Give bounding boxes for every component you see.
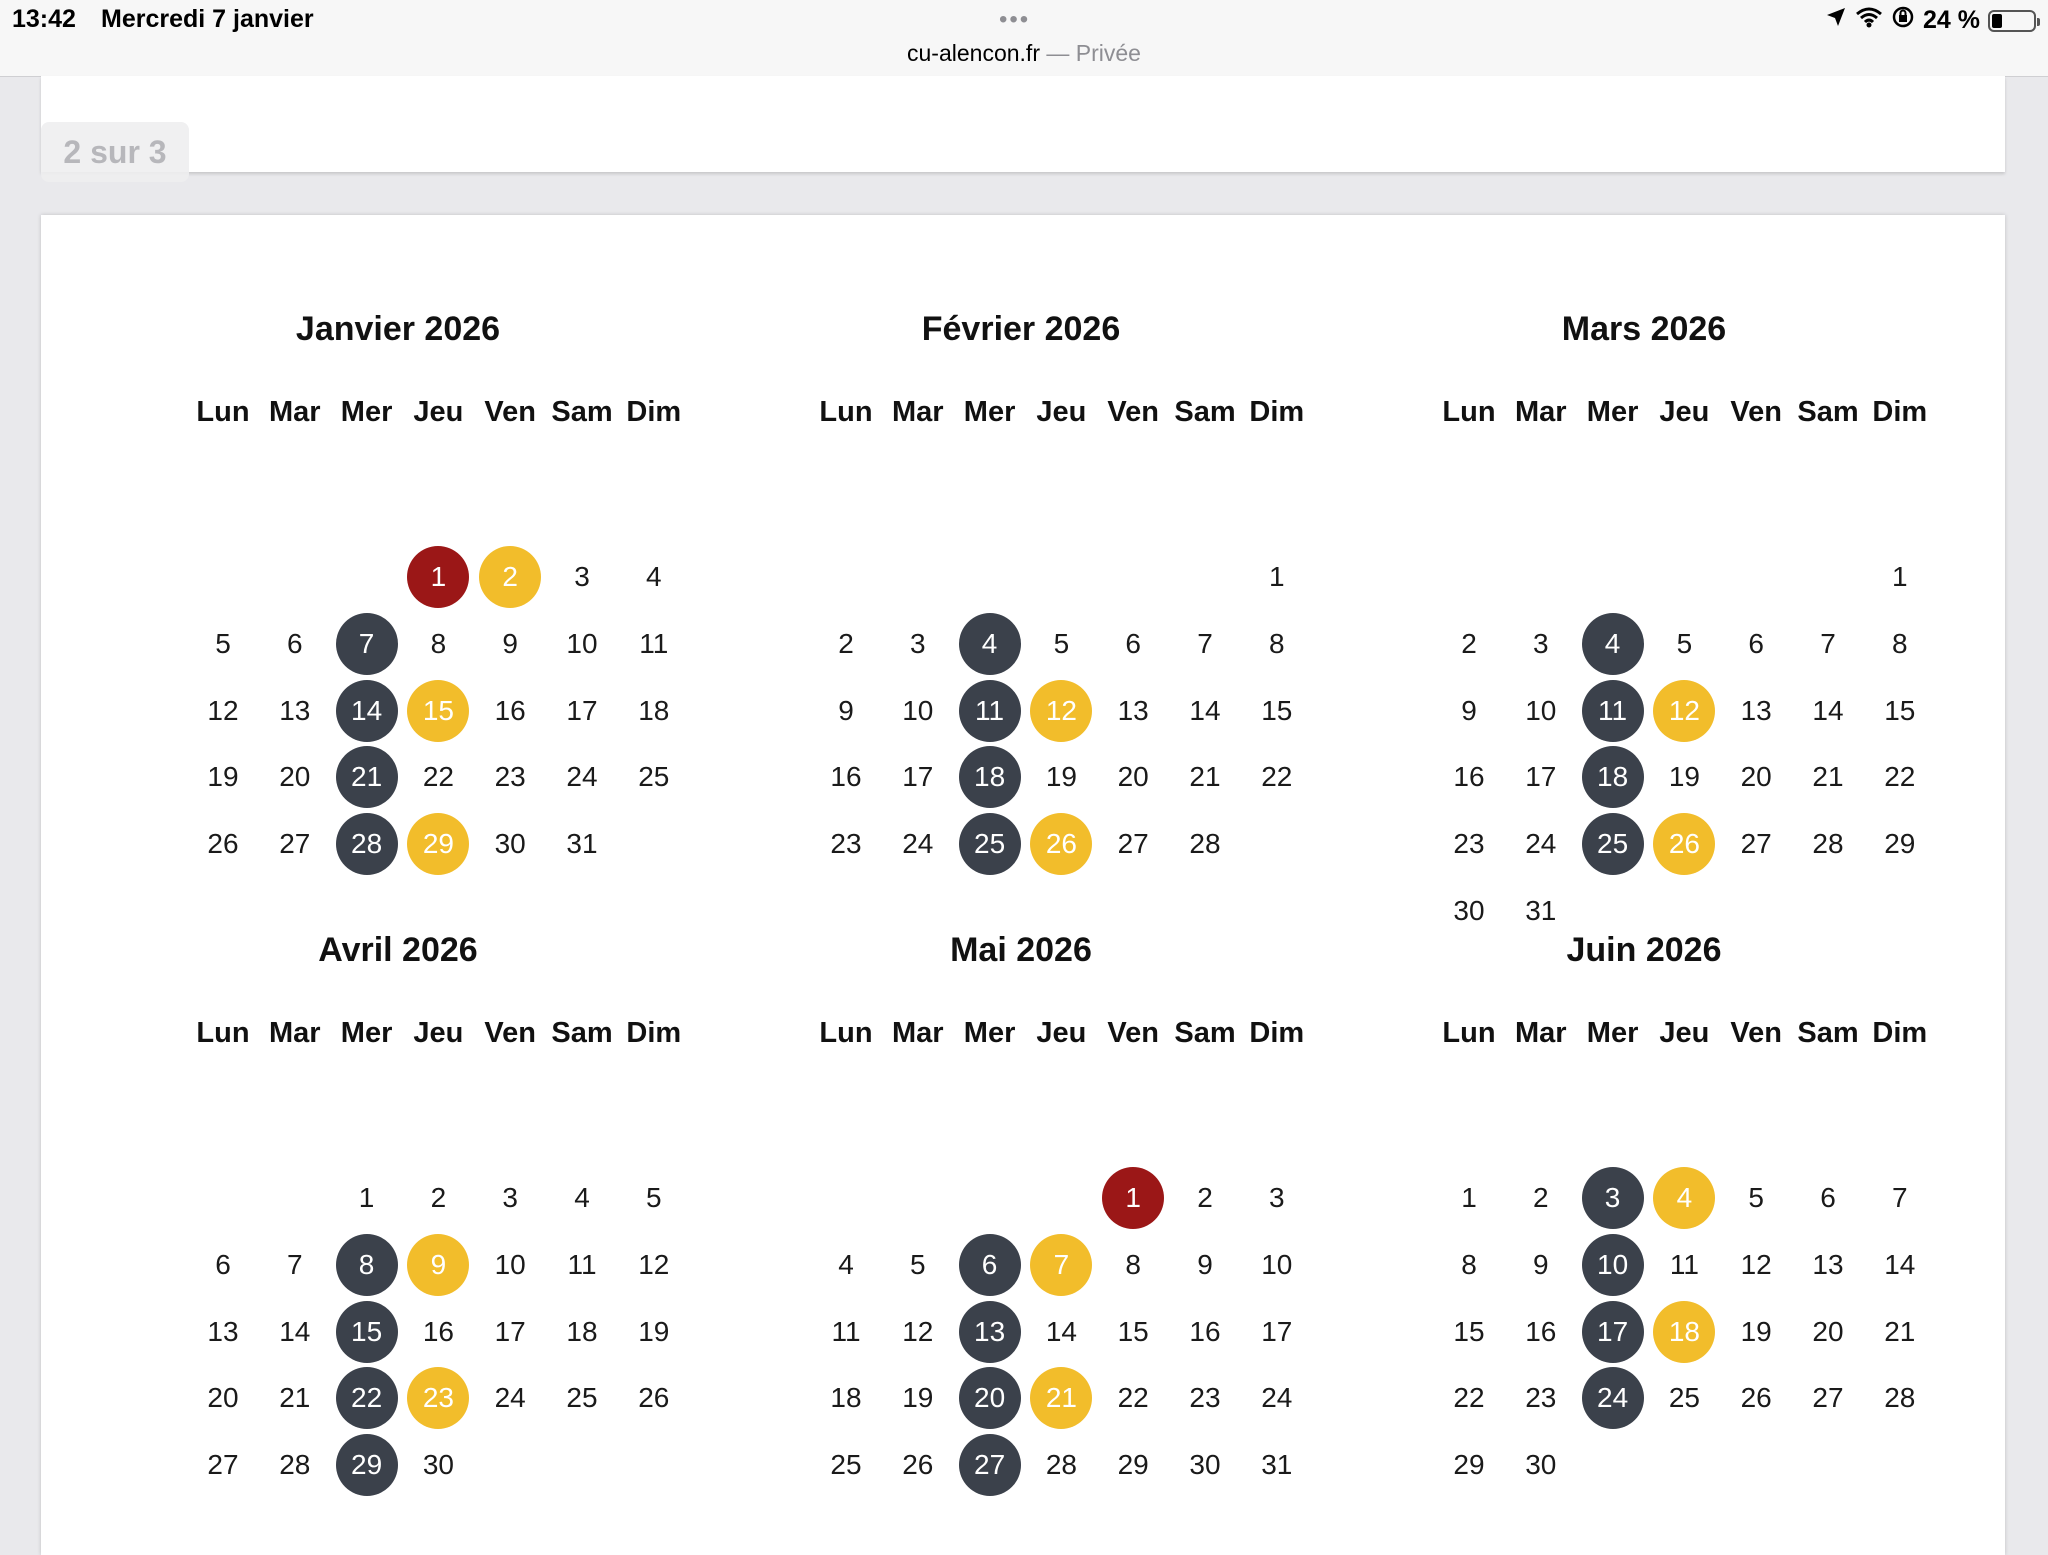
weekday-header: Sam xyxy=(1174,1017,1236,1049)
calendar-day: 9 xyxy=(1461,694,1477,726)
calendar-day: 10 xyxy=(494,1248,526,1280)
highlighted-day-yellow: 15 xyxy=(407,680,469,742)
calendar-day: 5 xyxy=(646,1182,662,1213)
status-time: 13:42 xyxy=(12,5,76,33)
weekday-header: Jeu xyxy=(1659,1017,1710,1049)
calendar-page xyxy=(41,215,2005,1555)
calendar-day: 20 xyxy=(1740,761,1772,793)
calendar-day: 12 xyxy=(902,1315,934,1347)
highlighted-day-dark: 28 xyxy=(336,813,398,875)
calendar-day: 24 xyxy=(1525,828,1557,860)
calendar-day: 8 xyxy=(1269,627,1285,659)
calendar-day: 17 xyxy=(902,761,934,793)
battery-tip xyxy=(2037,18,2040,26)
calendar-day: 6 xyxy=(1125,627,1141,659)
calendar-day: 2 xyxy=(430,1182,447,1213)
calendar-day: 1 xyxy=(1269,561,1285,592)
weekday-header: Jeu xyxy=(1036,1017,1087,1049)
calendar-day: 14 xyxy=(1189,694,1221,726)
calendar-day: 18 xyxy=(566,1315,598,1347)
weekday-header: Mar xyxy=(269,1017,321,1049)
calendar-day: 24 xyxy=(1261,1382,1293,1414)
calendar-day: 22 xyxy=(1117,1382,1149,1414)
calendar-day: 16 xyxy=(494,694,526,726)
calendar-day: 28 xyxy=(1884,1382,1916,1414)
calendar-day: 15 xyxy=(1117,1315,1149,1347)
orientation-lock-icon xyxy=(1891,5,1915,36)
weekday-header: Sam xyxy=(1797,396,1859,428)
weekday-header: Sam xyxy=(1797,1017,1859,1049)
browser-status-bar xyxy=(0,0,2048,77)
calendar-day: 20 xyxy=(1117,761,1149,793)
highlighted-day-dark: 29 xyxy=(336,1434,398,1496)
calendar-day: 3 xyxy=(910,627,926,659)
weekday-header: Mer xyxy=(1586,1017,1639,1049)
highlighted-day-yellow: 21 xyxy=(1030,1367,1092,1429)
calendar-day: 30 xyxy=(494,828,526,860)
highlighted-day-yellow: 26 xyxy=(1030,813,1092,875)
more-options-button[interactable]: ••• xyxy=(999,6,1031,33)
calendar-day: 25 xyxy=(1668,1382,1700,1414)
calendar-day: 31 xyxy=(1261,1449,1293,1481)
weekday-header: Ven xyxy=(1107,396,1159,428)
calendar-day: 26 xyxy=(638,1382,670,1414)
calendar-day: 23 xyxy=(1453,828,1485,860)
calendar-day: 13 xyxy=(279,694,311,726)
calendar-day: 24 xyxy=(902,828,934,860)
calendar-day: 12 xyxy=(638,1248,670,1280)
highlighted-day-yellow: 12 xyxy=(1653,680,1715,742)
calendar-day: 5 xyxy=(1676,627,1693,659)
highlighted-day-dark: 11 xyxy=(1582,680,1644,742)
highlighted-day-dark: 18 xyxy=(1582,746,1644,808)
calendar-day: 27 xyxy=(1812,1382,1844,1414)
calendar-day: 21 xyxy=(1189,761,1221,793)
battery-level-fill xyxy=(1992,14,2002,28)
calendar-day: 5 xyxy=(215,627,231,659)
calendar-day: 14 xyxy=(1812,694,1844,726)
calendar-day: 13 xyxy=(207,1315,239,1347)
highlighted-day-yellow: 7 xyxy=(1030,1234,1092,1296)
calendar-day: 19 xyxy=(638,1315,670,1347)
calendar-day: 31 xyxy=(1525,895,1557,926)
weekday-header: Mar xyxy=(892,1017,944,1049)
calendar-day: 29 xyxy=(1453,1449,1485,1481)
calendar-day: 30 xyxy=(1453,895,1485,926)
weekday-header: Mar xyxy=(1515,396,1567,428)
weekday-header: Jeu xyxy=(413,1017,464,1049)
calendar-day: 6 xyxy=(287,627,303,659)
calendar-day: 19 xyxy=(207,761,239,793)
weekday-header: Dim xyxy=(1249,1017,1305,1049)
calendar-day: 23 xyxy=(1525,1382,1557,1414)
calendar-day: 13 xyxy=(1812,1248,1844,1280)
month-calendar xyxy=(1394,931,1928,1481)
highlighted-day-dark: 10 xyxy=(1582,1234,1644,1296)
calendar-day: 16 xyxy=(830,761,862,793)
highlighted-day-red: 1 xyxy=(407,546,469,608)
address-bar[interactable] xyxy=(0,40,2048,67)
highlighted-day-yellow: 18 xyxy=(1653,1301,1715,1363)
calendar-day: 28 xyxy=(279,1449,311,1481)
calendar-day: 23 xyxy=(494,761,526,793)
calendar-day: 12 xyxy=(1740,1248,1772,1280)
calendar-day: 24 xyxy=(566,761,598,793)
status-indicators xyxy=(1825,5,2036,36)
calendar-day: 10 xyxy=(566,627,598,659)
highlighted-day-dark: 25 xyxy=(1582,813,1644,875)
calendar-day: 31 xyxy=(566,828,598,860)
weekday-header: Mar xyxy=(269,396,321,428)
highlighted-day-dark: 27 xyxy=(959,1434,1021,1496)
battery-percentage: 24 % xyxy=(1923,6,1980,34)
calendar-day: 16 xyxy=(1453,761,1485,793)
highlighted-day-dark: 25 xyxy=(959,813,1021,875)
weekday-header: Ven xyxy=(1730,1017,1782,1049)
highlighted-day-dark: 7 xyxy=(336,613,398,675)
calendar-day: 20 xyxy=(279,761,311,793)
weekday-header: Dim xyxy=(626,396,682,428)
highlighted-day-dark: 11 xyxy=(959,680,1021,742)
weekday-header: Jeu xyxy=(1036,396,1087,428)
calendar-day: 7 xyxy=(1820,627,1836,659)
calendar-day: 30 xyxy=(1525,1449,1557,1481)
calendar-day: 12 xyxy=(207,694,239,726)
calendar-day: 10 xyxy=(1261,1248,1293,1280)
calendar-day: 4 xyxy=(838,1248,854,1280)
calendar-day: 5 xyxy=(1748,1182,1764,1213)
calendar-day: 11 xyxy=(1669,1248,1699,1280)
highlighted-day-yellow: 26 xyxy=(1653,813,1715,875)
highlighted-day-yellow: 9 xyxy=(407,1234,469,1296)
calendar-day: 3 xyxy=(574,561,590,592)
month-calendar xyxy=(148,310,682,860)
weekday-header: Dim xyxy=(1872,1017,1928,1049)
calendar-day: 29 xyxy=(1884,828,1916,860)
calendar-day: 14 xyxy=(1884,1248,1916,1280)
month-calendar xyxy=(771,931,1305,1481)
weekday-header: Dim xyxy=(1249,396,1305,428)
weekday-header: Mer xyxy=(1586,396,1639,428)
calendar-day: 13 xyxy=(1117,694,1149,726)
weekday-header: Lun xyxy=(1442,396,1496,428)
highlighted-day-yellow: 29 xyxy=(407,813,469,875)
calendar-day: 22 xyxy=(1261,761,1293,793)
weekday-header: Mar xyxy=(892,396,944,428)
highlighted-day-dark: 15 xyxy=(336,1301,398,1363)
calendar-day: 20 xyxy=(207,1382,239,1414)
calendar-day: 16 xyxy=(1189,1315,1221,1347)
calendar-day: 11 xyxy=(831,1315,861,1347)
highlighted-day-yellow: 12 xyxy=(1030,680,1092,742)
calendar-day: 6 xyxy=(1820,1182,1836,1213)
page-indicator: 2 sur 3 xyxy=(41,122,189,182)
calendar-day: 25 xyxy=(830,1449,862,1481)
month-title: Juin 2026 xyxy=(1566,931,1722,969)
calendar-day: 1 xyxy=(358,1182,375,1213)
calendar-day: 27 xyxy=(279,828,311,860)
highlighted-day-dark: 14 xyxy=(336,680,398,742)
calendar-day: 19 xyxy=(1045,761,1077,793)
month-title: Mai 2026 xyxy=(950,931,1092,969)
calendar-day: 27 xyxy=(1117,828,1149,860)
calendar-day: 8 xyxy=(430,627,447,659)
calendar-day: 20 xyxy=(1812,1315,1844,1347)
calendar-day: 21 xyxy=(1812,761,1844,793)
month-title: Février 2026 xyxy=(921,310,1121,348)
calendar-day: 19 xyxy=(902,1382,934,1414)
weekday-header: Lun xyxy=(196,396,250,428)
calendar-day: 22 xyxy=(422,761,454,793)
weekday-header: Jeu xyxy=(1659,396,1710,428)
calendar-day: 10 xyxy=(902,694,934,726)
highlighted-day-dark: 21 xyxy=(336,746,398,808)
status-date: Mercredi 7 janvier xyxy=(101,5,314,33)
highlighted-day-yellow: 4 xyxy=(1653,1167,1715,1229)
highlighted-day-dark: 24 xyxy=(1582,1367,1644,1429)
weekday-header: Ven xyxy=(1730,396,1782,428)
calendar-day: 16 xyxy=(1525,1315,1557,1347)
weekday-header: Sam xyxy=(551,396,613,428)
calendar-day: 19 xyxy=(1740,1315,1772,1347)
calendar-day: 26 xyxy=(902,1449,934,1481)
highlighted-day-dark: 18 xyxy=(959,746,1021,808)
calendar-day: 28 xyxy=(1189,828,1221,860)
calendar-day: 14 xyxy=(1045,1315,1077,1347)
calendar-day: 21 xyxy=(279,1382,311,1414)
calendar-day: 23 xyxy=(1189,1382,1221,1414)
calendar-day: 6 xyxy=(215,1248,231,1280)
calendar-day: 15 xyxy=(1261,694,1293,726)
weekday-header: Mer xyxy=(340,1017,393,1049)
calendar-day: 15 xyxy=(1453,1315,1485,1347)
calendar-day: 18 xyxy=(830,1382,862,1414)
calendar-day: 10 xyxy=(1525,694,1557,726)
calendar-day: 5 xyxy=(1053,627,1070,659)
private-mode-label: Privée xyxy=(1075,40,1141,66)
calendar-day: 13 xyxy=(1740,694,1772,726)
calendar-day: 9 xyxy=(838,694,854,726)
highlighted-day-dark: 3 xyxy=(1582,1167,1644,1229)
url-text: cu-alencon.fr xyxy=(907,40,1040,66)
weekday-header: Lun xyxy=(819,396,873,428)
month-title: Mars 2026 xyxy=(1561,310,1727,348)
calendar-day: 9 xyxy=(502,627,518,659)
calendar-day: 21 xyxy=(1884,1315,1916,1347)
highlighted-day-dark: 22 xyxy=(336,1367,398,1429)
calendar-day: 17 xyxy=(1261,1315,1293,1347)
calendar-day: 30 xyxy=(1189,1449,1221,1481)
calendar-day: 28 xyxy=(1045,1449,1077,1481)
calendar-day: 14 xyxy=(279,1315,311,1347)
calendar-day: 26 xyxy=(207,828,239,860)
weekday-header: Dim xyxy=(1872,396,1928,428)
highlighted-day-yellow: 2 xyxy=(479,546,541,608)
highlighted-day-dark: 20 xyxy=(959,1367,1021,1429)
calendar-day: 7 xyxy=(1197,627,1213,659)
calendar-day: 23 xyxy=(830,828,862,860)
calendar-day: 17 xyxy=(566,694,598,726)
weekday-header: Dim xyxy=(626,1017,682,1049)
calendar-day: 22 xyxy=(1884,761,1916,793)
calendar-day: 17 xyxy=(494,1315,526,1347)
highlighted-day-dark: 8 xyxy=(336,1234,398,1296)
url-separator: — xyxy=(1039,40,1076,66)
battery-icon xyxy=(1988,10,2036,32)
calendar-day: 17 xyxy=(1525,761,1557,793)
weekday-header: Ven xyxy=(1107,1017,1159,1049)
weekday-header: Lun xyxy=(196,1017,250,1049)
highlighted-day-dark: 17 xyxy=(1582,1301,1644,1363)
calendar-day: 8 xyxy=(1125,1248,1141,1280)
weekday-header: Lun xyxy=(1442,1017,1496,1049)
weekday-header: Mar xyxy=(1515,1017,1567,1049)
month-title: Janvier 2026 xyxy=(295,310,501,348)
calendar-day: 2 xyxy=(838,627,854,659)
calendar-day: 2 xyxy=(1533,1182,1549,1213)
calendar-day: 24 xyxy=(494,1382,526,1414)
calendar-day: 7 xyxy=(287,1248,303,1280)
calendar-day: 3 xyxy=(1269,1182,1285,1213)
month-calendar xyxy=(1394,310,1928,926)
weekday-header: Mer xyxy=(340,396,393,428)
calendar-day: 2 xyxy=(1197,1182,1213,1213)
weekday-header: Mer xyxy=(963,1017,1016,1049)
calendar-day: 29 xyxy=(1117,1449,1149,1481)
calendar-day: 25 xyxy=(566,1382,598,1414)
calendar-day: 27 xyxy=(1740,828,1772,860)
calendar-day: 27 xyxy=(207,1449,239,1481)
calendar-day: 5 xyxy=(910,1248,926,1280)
previous-page-bottom xyxy=(41,76,2005,172)
month-calendar xyxy=(771,310,1305,860)
calendar-day: 4 xyxy=(574,1182,590,1213)
calendar-day: 1 xyxy=(1461,1182,1477,1213)
calendar-day: 11 xyxy=(639,627,669,659)
calendar-day: 1 xyxy=(1892,561,1908,592)
calendar-day: 15 xyxy=(1884,694,1916,726)
calendar-day: 22 xyxy=(1453,1382,1485,1414)
weekday-header: Mer xyxy=(963,396,1016,428)
calendar-day: 4 xyxy=(646,561,662,592)
weekday-header: Jeu xyxy=(413,396,464,428)
calendar-day: 2 xyxy=(1461,627,1477,659)
highlighted-day-yellow: 23 xyxy=(407,1367,469,1429)
weekday-header: Ven xyxy=(484,1017,536,1049)
month-title: Avril 2026 xyxy=(318,931,478,969)
month-calendar xyxy=(148,931,682,1481)
calendar-day: 3 xyxy=(1533,627,1549,659)
calendar-day: 30 xyxy=(422,1449,454,1481)
calendar-day: 8 xyxy=(1461,1248,1477,1280)
calendar-day: 25 xyxy=(638,761,670,793)
weekday-header: Sam xyxy=(1174,396,1236,428)
location-arrow-icon xyxy=(1825,6,1847,35)
highlighted-day-dark: 4 xyxy=(1582,613,1644,675)
calendar-day: 9 xyxy=(1533,1248,1549,1280)
calendar-day: 11 xyxy=(567,1248,597,1280)
calendar-day: 7 xyxy=(1892,1182,1908,1213)
calendar-day: 19 xyxy=(1668,761,1700,793)
calendar-day: 16 xyxy=(422,1315,454,1347)
calendar-day: 6 xyxy=(1748,627,1764,659)
calendar-day: 8 xyxy=(1892,627,1908,659)
highlighted-day-dark: 13 xyxy=(959,1301,1021,1363)
calendar-day: 28 xyxy=(1812,828,1844,860)
wifi-icon xyxy=(1855,6,1883,35)
highlighted-day-red: 1 xyxy=(1102,1167,1164,1229)
weekday-header: Ven xyxy=(484,396,536,428)
calendar-day: 26 xyxy=(1740,1382,1772,1414)
calendar-day: 3 xyxy=(502,1182,518,1213)
calendar-day: 9 xyxy=(1197,1248,1213,1280)
weekday-header: Lun xyxy=(819,1017,873,1049)
highlighted-day-dark: 6 xyxy=(959,1234,1021,1296)
weekday-header: Sam xyxy=(551,1017,613,1049)
highlighted-day-dark: 4 xyxy=(959,613,1021,675)
calendar-day: 18 xyxy=(638,694,670,726)
